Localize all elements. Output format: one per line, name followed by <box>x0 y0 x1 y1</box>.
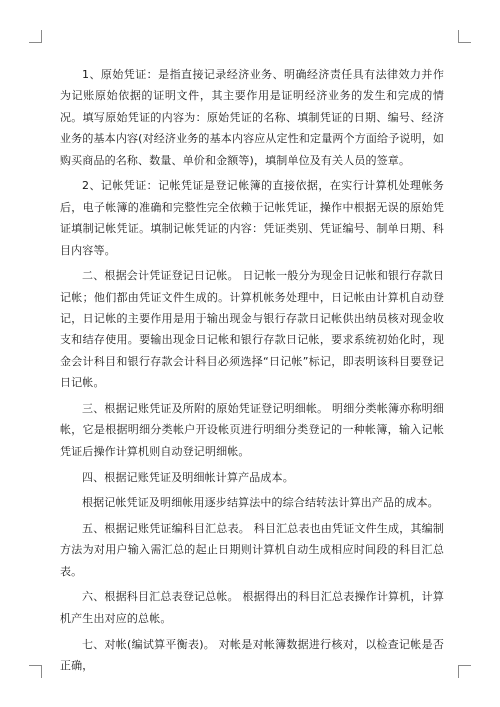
crop-mark-bottom-left <box>29 665 42 678</box>
paragraph-account-summary: 五、根据记账凭证编科目汇总表。 科目汇总表也由凭证文件生成，其编制方法为对用户输入需汇总的起止日期则计算机自动生成相应时间段的科目汇总表。 <box>60 521 444 578</box>
paragraph-product-cost: 根据记帐凭证及明细帐用逐步结算法中的综合结转法计算出产品的成本。 <box>82 496 439 510</box>
crop-mark-top-right <box>458 30 471 43</box>
paragraph-accounting-voucher: 2、记帐凭证：记帐凭证是登记帐簿的直接依据，在实行计算机处理帐务后，电子帐簿的准确和完整性完全依赖于记帐凭证，操作中根据无误的原始凭证填制记帐凭证。填制记帐凭证的内容：凭证类别、凭证编号、制单日期、科目内容等。 <box>60 179 444 257</box>
paragraph-original-voucher: 1、原始凭证：是指直接记录经济业务、明确经济责任具有法律效力并作为记账原始依据的证明文件，其主要作用是证明经济业务的发生和完成的情况。填写原始凭证的内容为：原始凭证的名称、填制凭证的日期、编号、经济业务的基本内容(对经济业务的基本内容应从定性和定量两个方面给予说明，如购买商品的名称、数量、单价和金额等)，填制单位及有关人员的签章。 <box>60 68 444 167</box>
document-body <box>60 64 444 681</box>
paragraph-general-ledger: 六、根据科目汇总表登记总帐。 根据得出的科目汇总表操作计算机，计算机产生出对应的总帐。 <box>60 590 444 625</box>
paragraph-reconciliation: 七、对帐(编试算平衡表)。 对帐是对帐簿数据进行核对，以检查记帐是否正确， <box>60 637 444 672</box>
paragraph-journal: 二、根据会计凭证登记日记帐。 日记帐一般分为现金日记帐和银行存款日记帐；他们都由凭证文件生成的。计算机帐务处理中，日记帐由计算机自动登记，日记帐的主要作用是用于输出现金与银行存款日记帐供出纳员核对现金收支和结存使用。要输出现金日记帐和银行存款日记帐，要求系统初始化时，现金会计科目和银行存款会计科目必须选择“日记帐”标记，即表明该科目要登记日记帐。 <box>60 269 444 390</box>
paragraph-detail-ledger: 三、根据记账凭证及所附的原始凭证登记明细帐。 明细分类帐簿亦称明细帐，它是根据明细分类帐户开设帐页进行明细分类登记的一种帐簿，输入记帐凭证后操作计算机则自动登记明细帐。 <box>60 401 444 458</box>
crop-mark-bottom-right <box>458 665 471 678</box>
paragraph-product-cost-heading: 四、根据记账凭证及明细帐计算产品成本。 <box>82 470 294 484</box>
crop-mark-top-left <box>29 30 42 43</box>
